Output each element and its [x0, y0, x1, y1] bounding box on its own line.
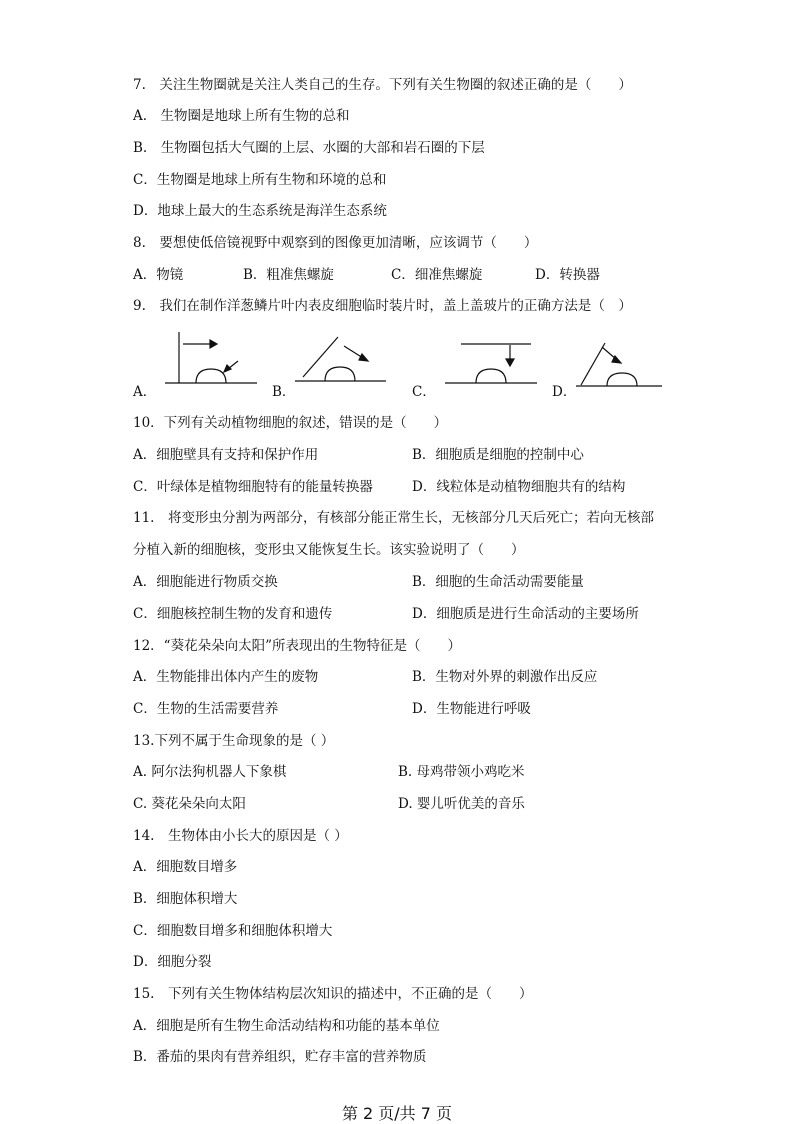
q8-option-b: B．粗准焦螺旋 — [243, 267, 334, 283]
q11-option-c: C．细胞核控制生物的发育和遗传 — [133, 606, 333, 622]
q11-option-a: A．细胞能进行物质交换 — [133, 574, 278, 590]
q14-stem: 14. 生物体由小长大的原因是（ ） — [133, 828, 348, 844]
q13-option-d: D. 婴儿听优美的音乐 — [398, 796, 525, 812]
q11-stem-line1: 11. 将变形虫分割为两部分，有核部分能正常生长，无核部分几天后死亡；若向无核部 — [133, 510, 654, 526]
q10-option-d: D．线粒体是动植物细胞共有的结构 — [412, 479, 626, 495]
q9-stem: 9. 我们在制作洋葱鳞片叶内表皮细胞临时装片时，盖上盖玻片的正确方法是（ ） — [133, 298, 632, 314]
q8-option-c: C．细准焦螺旋 — [391, 267, 483, 283]
q10-option-b: B．细胞质是细胞的控制中心 — [412, 447, 584, 463]
q7-stem: 7. 关注生物圈就是关注人类自己的生存。下列有关生物圈的叙述正确的是（ ） — [133, 77, 632, 93]
q12-option-c: C．生物的生活需要营养 — [133, 701, 279, 717]
q15-stem: 15. 下列有关生物体结构层次知识的描述中，不正确的是（ ） — [133, 986, 533, 1002]
q7-option-a: A. 生物圈是地球上所有生物的总和 — [133, 108, 350, 124]
q7-option-c: C．生物圈是地球上所有生物和环境的总和 — [133, 172, 387, 188]
q8-stem: 8. 要想使低倍镜视野中观察到的图像更加清晰，应该调节（ ） — [133, 235, 538, 251]
q14-option-b: B．细胞体积增大 — [133, 891, 238, 907]
q11-option-d: D．细胞质是进行生命活动的主要场所 — [412, 606, 639, 622]
q13-option-c: C. 葵花朵朵向太阳 — [133, 796, 246, 812]
q13-option-a: A. 阿尔法狗机器人下象棋 — [133, 764, 287, 780]
q12-option-d: D．生物能进行呼吸 — [412, 701, 531, 717]
page-number-footer: 第 2 页/共 7 页 — [341, 1104, 453, 1123]
q9-option-c: C． — [412, 384, 436, 400]
q12-option-b: B．生物对外界的刺激作出反应 — [412, 669, 598, 685]
q9-option-d: D． — [552, 384, 577, 400]
q15-option-b: B．番茄的果肉有营养组织，贮存丰富的营养物质 — [133, 1049, 427, 1065]
diagram-c — [445, 344, 537, 383]
q13-option-b: B. 母鸡带领小鸡吃米 — [398, 764, 525, 780]
q11-option-b: B．细胞的生命活动需要能量 — [412, 574, 584, 590]
diagram-d — [576, 343, 662, 386]
q12-stem: 12．“葵花朵朵向太阳”所表现出的生物特征是（ ） — [133, 638, 461, 654]
diagram-a — [165, 332, 257, 383]
q7-option-b: B. 生物圈包括大气圈的上层、水圈的大部和岩石圈的下层 — [133, 140, 485, 156]
coverslip-diagrams — [0, 330, 794, 402]
q14-option-d: D．细胞分裂 — [133, 954, 212, 970]
q8-option-d: D．转换器 — [535, 267, 600, 283]
q10-option-a: A．细胞壁具有支持和保护作用 — [133, 447, 319, 463]
q11-stem-line2: 分植入新的细胞核，变形虫又能恢复生长。该实验说明了（ ） — [133, 542, 525, 558]
q9-diagrams — [0, 330, 794, 402]
diagram-b — [295, 337, 386, 381]
q14-option-a: A．细胞数目增多 — [133, 859, 238, 875]
q15-option-a: A．细胞是所有生物生命活动结构和功能的基本单位 — [133, 1018, 440, 1034]
q12-option-a: A．生物能排出体内产生的废物 — [133, 669, 319, 685]
q8-option-a: A．物镜 — [133, 267, 184, 283]
q10-option-c: C．叶绿体是植物细胞特有的能量转换器 — [133, 479, 373, 495]
q14-option-c: C．细胞数目增多和细胞体积增大 — [133, 923, 333, 939]
q7-option-d: D．地球上最大的生态系统是海洋生态系统 — [133, 203, 387, 219]
q9-option-a: A． — [133, 384, 157, 400]
q9-option-b: B． — [272, 384, 296, 400]
q10-stem: 10．下列有关动植物细胞的叙述，错误的是（ ） — [133, 415, 448, 431]
q13-stem: 13.下列不属于生命现象的是（ ） — [133, 733, 335, 749]
